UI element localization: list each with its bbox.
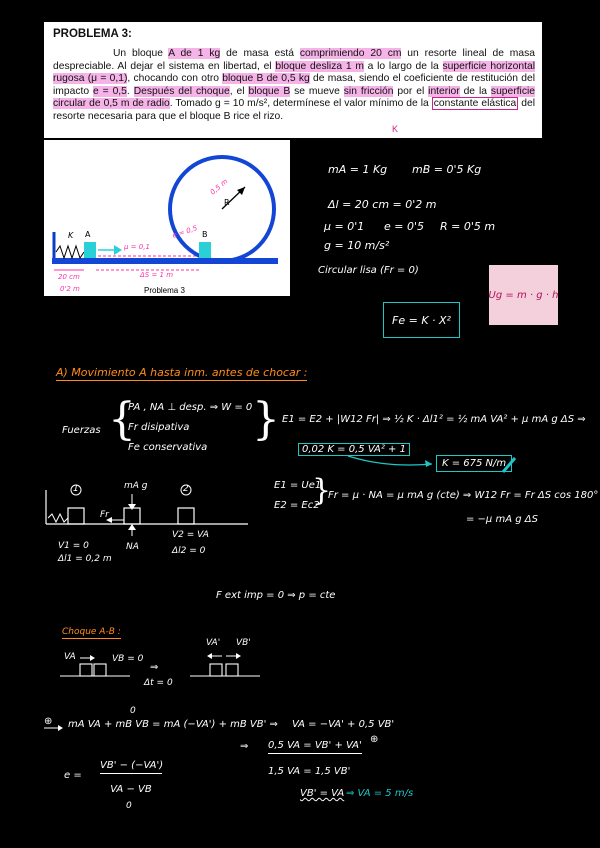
label-b: B (202, 230, 208, 239)
label-spring: 20 cm (58, 273, 80, 281)
label-delta-s: ΔS = 1 m (140, 271, 174, 279)
e2-eq: E2 = Ec2 (274, 500, 320, 511)
label-spring-m: 0'2 m (60, 285, 80, 293)
fuerzas-label: Fuerzas (62, 425, 101, 436)
collision-diagram (60, 650, 260, 680)
collision-dt: Δt = 0 (144, 678, 173, 688)
data-r: R = 0'5 m (440, 220, 496, 233)
block-a (84, 242, 96, 258)
k-annotation: K (392, 124, 399, 134)
elastic-force-box: Fe = K · X² (383, 302, 460, 338)
e1-eq: E1 = Ue1 (274, 480, 322, 491)
sum-line-2: 1,5 VA = 1,5 VB' (268, 766, 351, 777)
choque-heading: Choque A-B : (62, 627, 121, 637)
diagram-dl1: Δl1 = 0,2 m (58, 554, 112, 564)
diagram-fr: Fr (100, 510, 109, 520)
label-mu: μ = 0,1 (124, 243, 150, 251)
floor (52, 258, 278, 264)
problem-text: Un bloque A de 1 kg de masa está comprimiendo 20 cm un resorte lineal de masa despreciable. Al dejar el sistema en libertad, el bloque desliza 1 m a lo largo de la superficie horizontal rugosa (μ = 0,1), chocando con otro bloque B de 0,5 kg de masa, siendo el coeficiente de restitución del impacto e = 0,5. Después del choque, el bloque B se mueve sin fricción por el interior de la superficie circular de 0,5 m de radio. Tomado g = 10 m/s², determínese el valor mínimo de la constante elástica del resorte necesaria para que el bloque B rice el rizo. (53, 48, 536, 122)
data-mb: mB = 0'5 Kg (412, 163, 482, 176)
result-line: 0,02 K = 0,5 VA² + 1 (298, 444, 410, 455)
collision-va: VA (64, 652, 76, 662)
collision-vb0: VB = 0 (112, 654, 144, 664)
potential-energy-box: Ug = m · g · h (489, 265, 558, 325)
e-brace: } (312, 473, 332, 508)
problem-figure (44, 140, 290, 296)
restitution-denominator: VA − VB (110, 784, 152, 795)
plus-marker: ⊕ (44, 716, 53, 727)
spring (56, 246, 84, 258)
problem-title: PROBLEMA 3: (53, 28, 132, 40)
va-equation: VA = −VA' + 0,5 VB' (292, 719, 395, 730)
part-a-heading: A) Movimiento A hasta inm. antes de chocar : (56, 366, 308, 379)
friction-eq-2: = −μ mA g ΔS (466, 514, 538, 525)
data-dl: Δl = 20 cm = 0'2 m (328, 198, 437, 211)
collision-vap: VA' (206, 638, 221, 648)
plus-marker-2: ⊕ (370, 734, 379, 745)
problem-statement (44, 22, 542, 138)
block-mid (124, 508, 140, 524)
figure-caption: Problema 3 (144, 286, 185, 295)
pencil-icon (500, 455, 518, 475)
left-brace: { (108, 394, 136, 445)
data-mu: μ = 0'1 (324, 220, 365, 233)
diagram-label-2: 2 (183, 484, 189, 494)
friction-eq: Fr = μ · NA = μ mA g (cte) ⇒ W12 Fr = Fr ΔS cos 180° (328, 490, 599, 501)
diagram-label-1: 1 (73, 484, 79, 494)
zero-top: 0 (130, 706, 136, 716)
data-g: g = 10 m/s² (324, 239, 390, 252)
label-a: A (85, 230, 91, 239)
k-result-box: K = 675 N/m (436, 455, 512, 472)
final-equality: VB' = VA (300, 788, 345, 799)
force-line-2: Fr disipativa (128, 422, 190, 433)
force-line-3: Fe conservativa (128, 442, 208, 453)
momentum-eq: F ext imp = 0 ⇒ p = cte (216, 590, 336, 601)
label-r: R (224, 198, 230, 207)
label-radius: 0,5 m (208, 177, 230, 197)
zero-bottom: 0 (126, 801, 132, 811)
energy-equation: E1 = E2 + |W12 Fr| ⇒ ½ K · Δl1² = ½ mA VA² + μ mA g ΔS ⇒ (282, 414, 586, 425)
collision-vbp: VB' (236, 638, 251, 648)
final-result: ⇒ VA = 5 m/s (346, 788, 414, 799)
arrow-right-icon (44, 724, 64, 732)
diagram-v2: V2 = VA (172, 530, 209, 540)
label-e: e = 0,5 (171, 224, 199, 240)
block-1 (68, 508, 84, 524)
diagram-mag: mA g (124, 481, 148, 491)
diagram-v1: V1 = 0 (58, 541, 89, 551)
data-circular: Circular lisa (Fr = 0) (318, 265, 419, 276)
right-brace: } (252, 394, 280, 445)
momentum-conservation: mA VA + mB VB = mA (−VA') + mB VB' ⇒ (68, 719, 278, 730)
restitution-numerator: VB' − (−VA') (100, 760, 162, 774)
label-k: K (68, 231, 74, 240)
force-line-1: PA , NA ⊥ desp. ⇒ W = 0 (128, 402, 253, 413)
sum-arrow: ⇒ (240, 741, 249, 752)
block-2 (178, 508, 194, 524)
data-e: e = 0'5 (384, 220, 424, 233)
block-b (199, 242, 211, 258)
diagram-dl2: Δl2 = 0 (172, 546, 206, 556)
data-ma: mA = 1 Kg (328, 163, 388, 176)
sum-line-1: 0,5 VA = VB' + VA' (268, 740, 362, 751)
collision-arrow: ⇒ (150, 662, 159, 673)
restitution-label: e = (64, 770, 82, 781)
diagram-na: NA (126, 542, 139, 552)
velocity-arrow-icon (114, 245, 122, 255)
connector-arrow (346, 452, 436, 472)
